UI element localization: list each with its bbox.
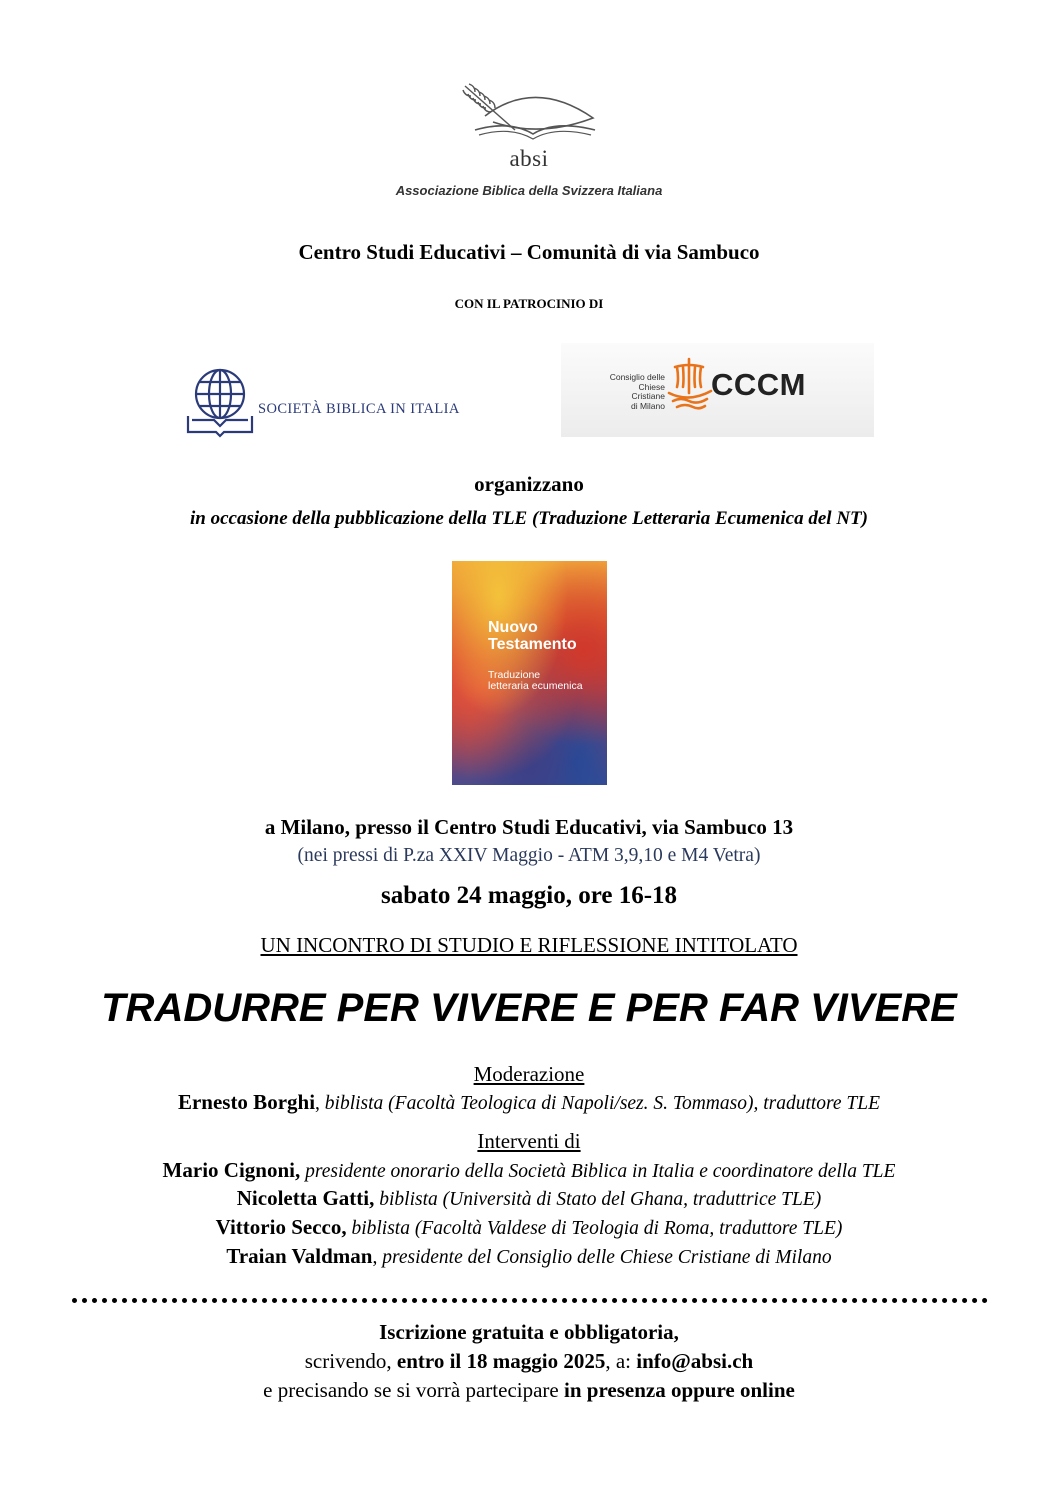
speaker-role: presidente del Consiglio delle Chiese Cristiane di Milano (377, 1247, 832, 1268)
dotted-divider (72, 1298, 988, 1303)
absi-full-name: Associazione Biblica della Svizzera Italiana (395, 183, 663, 198)
speaker-name: Traian Valdman (226, 1244, 373, 1268)
sbi-name: SOCIETÀ BIBLICA IN ITALIA (258, 401, 460, 417)
reg-email-link[interactable]: info@absi.ch (636, 1349, 754, 1373)
sbi-logo (186, 366, 486, 438)
registration-mode (0, 1378, 1058, 1403)
ship-icon (665, 353, 715, 413)
book-title-line-2: Testamento (488, 636, 577, 653)
speaker-entry (0, 1215, 1058, 1240)
registration-heading: Iscrizione gratuita e obbligatoria, (379, 1320, 679, 1344)
book-subtitle-line-1: Traduzione (488, 669, 541, 681)
book-subtitle-line-2: letteraria ecumenica (488, 680, 583, 692)
globe-book-icon (186, 366, 256, 438)
speaker-sep: , (315, 1093, 320, 1114)
book-title-line-1: Nuovo (488, 619, 538, 636)
speaker-sep: , (372, 1247, 378, 1268)
speaker-entry (0, 1186, 1058, 1211)
reg-text: scrivendo, (304, 1349, 397, 1373)
speaker-name: Nicoletta Gatti, (236, 1186, 375, 1210)
event-announce: UN INCONTRO DI STUDIO E RIFLESSIONE INTITOLATO (260, 933, 798, 957)
occasion-text: in occasione della pubblicazione della TLE (Traduzione Letteraria Ecumenica del NT) (190, 508, 868, 529)
speaker-role: presidente onorario della Società Biblica in Italia e coordinatore della TLE (300, 1161, 896, 1182)
speaker-name: Mario Cignoni, (162, 1158, 301, 1182)
moderation-heading: Moderazione (473, 1062, 585, 1086)
organize-verb: organizzano (474, 472, 584, 496)
absi-logo-icon (455, 78, 605, 148)
patronage-label: CON IL PATROCINIO DI (454, 296, 604, 311)
reg-mode-options: in presenza oppure online (564, 1378, 795, 1402)
registration-deadline (0, 1349, 1058, 1374)
organizer-name: Centro Studi Educativi – Comunità di via Sambuco (298, 240, 760, 264)
book-title (488, 619, 577, 653)
event-date: sabato 24 maggio, ore 16-18 (380, 882, 678, 909)
speaker-entry (0, 1244, 1058, 1269)
cccm-line-3: di Milano (630, 400, 665, 411)
absi-wordmark: absi (509, 146, 549, 171)
interventions-heading: Interventi di (477, 1129, 581, 1153)
speaker-role: biblista (Facoltà Teologica di Napoli/sez. S. Tommaso), traduttore TLE (319, 1093, 881, 1114)
cccm-line-1: Consiglio delle (609, 372, 665, 382)
cccm-line-2: Chiese Cristiane (631, 381, 665, 401)
cccm-acronym: CCCM (711, 367, 806, 402)
cccm-logo (561, 343, 874, 437)
reg-deadline-date: entro il 18 maggio 2025 (396, 1349, 606, 1373)
speaker-entry (0, 1158, 1058, 1183)
reg-text: , a: (605, 1349, 637, 1373)
speaker-role: biblista (Università di Stato del Ghana, traduttrice TLE) (374, 1189, 822, 1210)
speaker-name: Vittorio Secco, (215, 1215, 347, 1239)
event-title: TRADURRE PER VIVERE E PER FAR VIVERE (101, 986, 957, 1030)
venue: a Milano, presso il Centro Studi Educativi, via Sambuco 13 (264, 815, 794, 839)
speaker-name: Ernesto Borghi (177, 1090, 316, 1114)
venue-note: (nei pressi di P.za XXIV Maggio - ATM 3,9,10 e M4 Vetra) (297, 845, 761, 866)
speaker-role: biblista (Facoltà Valdese di Teologia di Roma, traduttore TLE) (346, 1218, 843, 1239)
reg-text: e precisando se si vorrà partecipare (263, 1378, 564, 1402)
book-subtitle (488, 670, 583, 692)
book-cover-image (452, 561, 607, 785)
speaker-entry (0, 1090, 1058, 1115)
cccm-full-name (605, 373, 665, 411)
